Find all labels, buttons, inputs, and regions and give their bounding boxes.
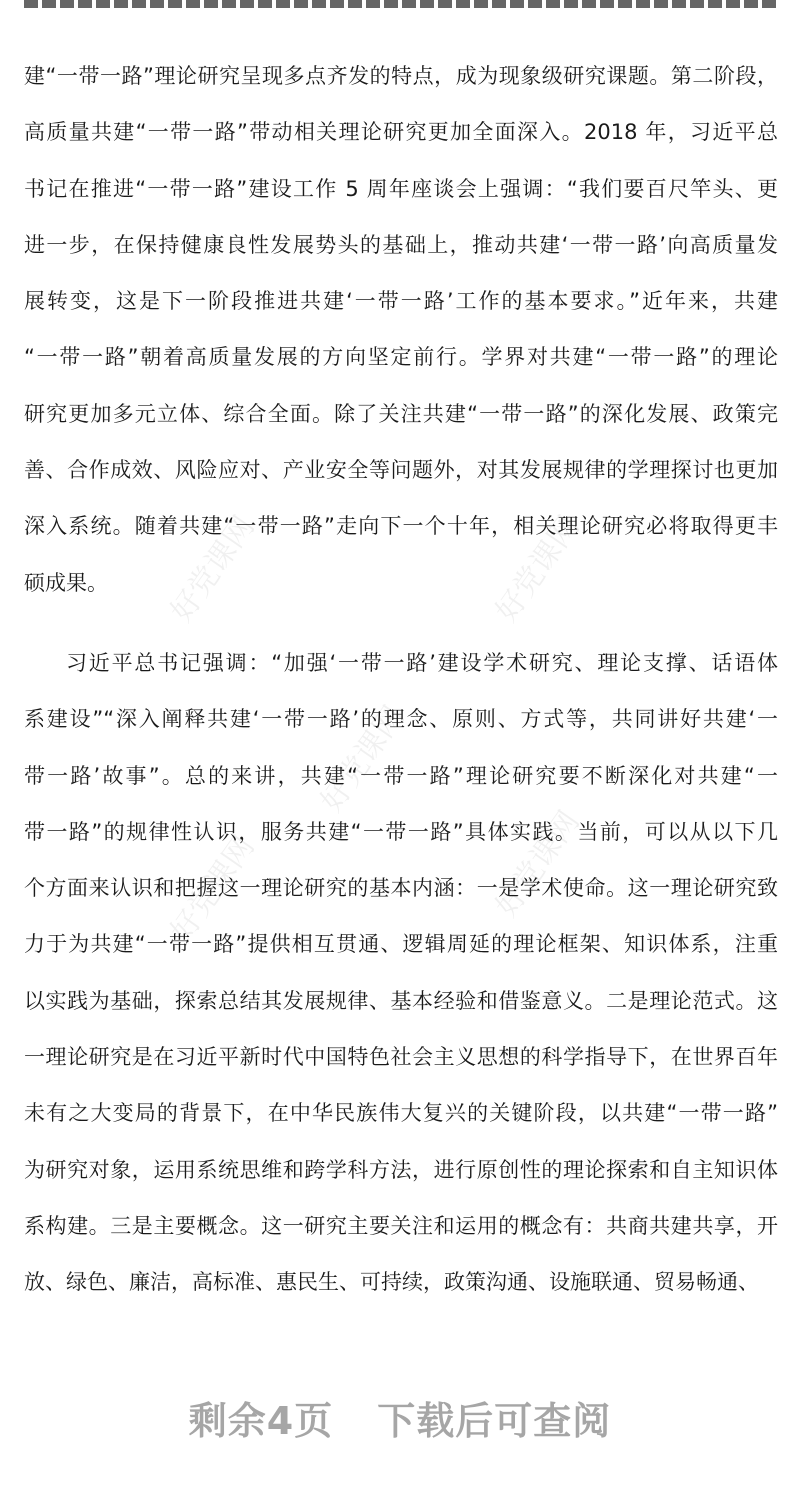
text-line: 善、合作成效、风险应对、产业安全等问题外，对其发展规律的学理探讨也更加 xyxy=(24,458,778,483)
text-line: 一理论研究是在习近平新时代中国特色社会主义思想的科学指导下，在世界百年 xyxy=(24,1045,778,1070)
text-line: 未有之大变局的背景下，在中华民族伟大复兴的关键阶段，以共建“一带一路” xyxy=(24,1101,778,1126)
text-line: 系构建。三是主要概念。这一研究主要关注和运用的概念有：共商共建共享，开 xyxy=(24,1213,778,1238)
clipped-previous-line xyxy=(24,0,778,8)
watermark: 好党课网 xyxy=(164,829,262,949)
text-line: 个方面来认识和把握这一理论研究的基本内涵：一是学术使命。这一理论研究致 xyxy=(24,876,778,901)
watermark: 好党课网 xyxy=(314,699,412,819)
text-line: 建“一带一路”理论研究呈现多点齐发的特点，成为现象级研究课题。第二阶段， xyxy=(24,64,778,88)
text-line: 以实践为基础，探索总结其发展规律、基本经验和借鉴意义。二是理论范式。这 xyxy=(24,988,778,1013)
text-line: 为研究对象，运用系统思维和跨学科方法，进行原创性的理论探索和自主知识体 xyxy=(24,1157,778,1182)
text-line: 研究更加多元立体、综合全面。除了关注共建“一带一路”的深化发展、政策完 xyxy=(24,401,778,426)
download-prompt[interactable] xyxy=(0,1390,800,1445)
text-line: 系建设”“深入阐释共建‘一带一路’的理念、原则、方式等，共同讲好共建‘一 xyxy=(24,707,778,732)
text-line: 习近平总书记强调：“加强‘一带一路’建设学术研究、理论支撑、话语体 xyxy=(66,651,778,675)
text-line: 带一路’故事”。总的来讲，共建“一带一路”理论研究要不断深化对共建“一 xyxy=(24,763,778,788)
text-line: 带一路”的规律性认识，服务共建“一带一路”具体实践。当前，可以从以下几 xyxy=(24,819,778,844)
text-line: 硕成果。 xyxy=(24,570,108,595)
text-line: 深入系统。随着共建“一带一路”走向下一个十年，相关理论研究必将取得更丰 xyxy=(24,514,778,539)
paragraph-1 xyxy=(24,48,778,611)
text-line: 进一步，在保持健康良性发展势头的基础上，推动共建‘一带一路’向高质量发 xyxy=(24,232,778,257)
text-line: “一带一路”朝着高质量发展的方向坚定前行。学界对共建“一带一路”的理论 xyxy=(24,345,778,370)
text-line: 放、绿色、廉洁，高标准、惠民生、可持续，政策沟通、设施联通、贸易畅通、 xyxy=(24,1270,759,1295)
text-line: 高质量共建“一带一路”带动相关理论研究更加全面深入。2018 年，习近平总 xyxy=(24,120,778,145)
watermark: 好党课网 xyxy=(489,804,587,924)
text-line: 展转变，这是下一阶段推进共建‘一带一路’工作的基本要求。”近年来，共建 xyxy=(24,289,778,314)
remaining-pages-label: 剩余4页 xyxy=(188,1399,334,1443)
paragraph-2 xyxy=(24,635,778,1311)
watermark: 好党课网 xyxy=(489,509,587,629)
text-line: 书记在推进“一带一路”建设工作 5 周年座谈会上强调：“我们要百尺竿头、更 xyxy=(24,176,778,201)
download-to-view-label: 下载后可查阅 xyxy=(377,1399,612,1443)
watermark: 好党课网 xyxy=(164,509,262,629)
text-line: 力于为共建“一带一路”提供相互贯通、逻辑周延的理论框架、知识体系，注重 xyxy=(24,932,778,957)
